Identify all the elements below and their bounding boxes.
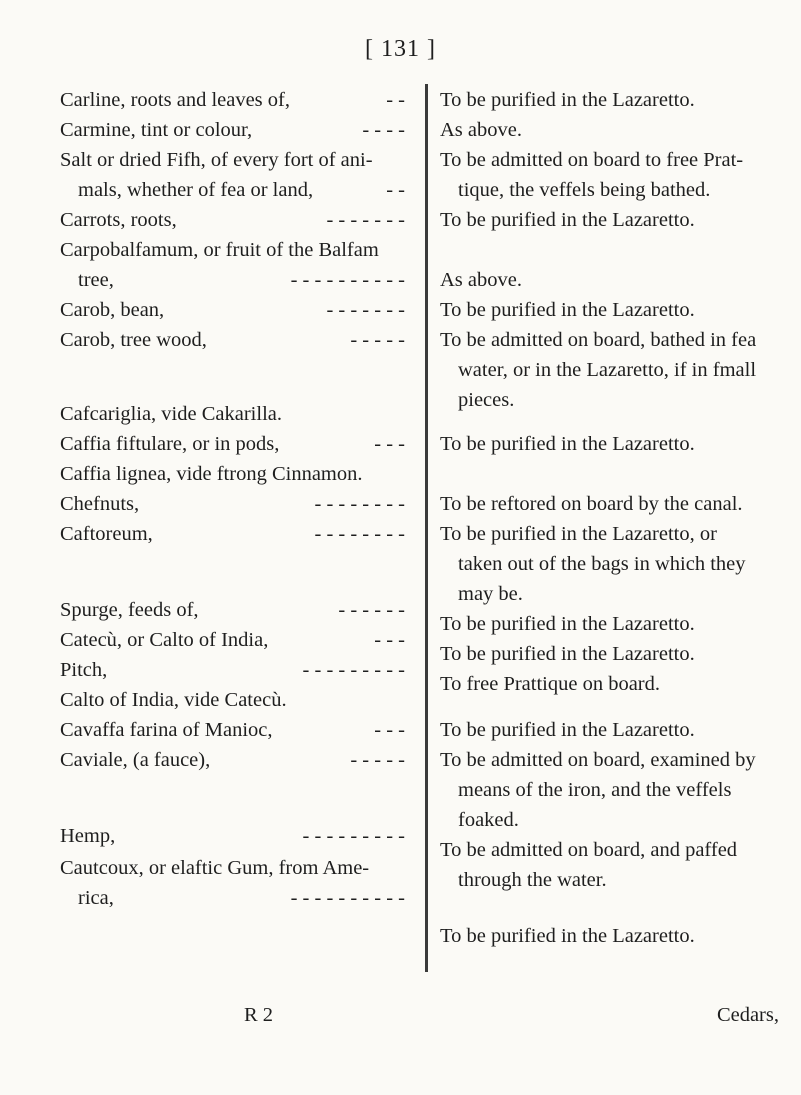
entry-text: Carrots, roots, [60,209,177,231]
leader-dashes: - - - [374,433,405,455]
leader-dashes: - - - - - - - - [314,493,405,515]
left-entry [60,116,405,145]
right-entry: foaked. [458,809,519,831]
entry-text: Hemp, [60,825,116,847]
right-entry: To be purified in the Lazaretto. [440,643,695,665]
left-entry [78,176,405,205]
left-entry [60,716,405,745]
leader-dashes: - - - - - - - - - - [290,269,405,291]
right-entry: To be purified in the Lazaretto. [440,299,695,321]
left-entry [60,520,405,549]
right-entry: may be. [458,583,523,605]
right-entry: water, or in the Lazaretto, if in fmall [458,359,757,381]
left-entry [60,596,405,625]
entry-text: Salt or dried Fifh, of every fort of ani- [60,149,373,171]
right-entry: To be admitted on board, examined by [440,749,756,771]
right-entry: To be purified in the Lazaretto. [440,433,695,455]
signature-mark: R 2 [244,1004,274,1026]
right-entry: To be admitted on board to free Prat- [440,149,744,171]
right-entry: As above. [440,119,522,141]
leader-dashes: - - - - - - - - - [302,825,405,847]
leader-dashes: - - - - - - [338,599,405,621]
leader-dashes: - - - - - [350,749,405,771]
entry-text: Spurge, feeds of, [60,599,199,621]
leader-dashes: - - - - - - - - - [302,659,405,681]
entry-text: Caviale, (a fauce), [60,749,211,771]
entry-text: Carpobalfamum, or fruit of the Balfam [60,239,379,261]
leader-dashes: - - - - [362,119,405,141]
left-entry [60,854,405,883]
entry-text: rica, [78,887,114,909]
right-entry: taken out of the bags in which they [458,553,746,575]
entry-text: Cavaffa farina of Manioc, [60,719,273,741]
entry-text: Carline, roots and leaves of, [60,89,290,111]
entry-text: Carob, tree wood, [60,329,207,351]
right-entry: To be purified in the Lazaretto. [440,613,695,635]
left-entry [60,460,405,489]
left-entry [60,296,405,325]
left-entry [60,686,405,715]
right-entry: To be purified in the Lazaretto, or [440,523,717,545]
right-entry: means of the iron, and the veffels [458,779,732,801]
left-entry [60,822,405,851]
right-entry: To be purified in the Lazaretto. [440,925,695,947]
left-entry [60,746,405,775]
left-entry [60,86,405,115]
leader-dashes: - - - [374,629,405,651]
right-entry: tique, the veffels being bathed. [458,179,711,201]
leader-dashes: - - - - - [350,329,405,351]
right-entry: To be purified in the Lazaretto. [440,209,695,231]
left-entry [78,884,405,913]
leader-dashes: - - [386,179,405,201]
leader-dashes: - - - [374,719,405,741]
entry-text: Caftoreum, [60,523,153,545]
right-entry: To be admitted on board, and paffed [440,839,738,861]
column-divider [425,84,428,972]
left-entry [60,400,405,429]
entry-text: Chefnuts, [60,493,140,515]
right-entry: To free Prattique on board. [440,673,661,695]
entry-text: Caffia lignea, vide ftrong Cinnamon. [60,463,363,485]
catchword: Cedars, [716,1004,779,1026]
entry-text: Catecù, or Calto of India, [60,629,269,651]
right-entry: To be reftored on board by the canal. [440,493,743,515]
right-entry: To be admitted on board, bathed in fea [440,329,757,351]
left-entry [60,206,405,235]
right-entry: As above. [440,269,522,291]
leader-dashes: - - - - - - - [326,299,405,321]
entry-text: Cautcoux, or elaftic Gum, from Ame- [60,857,370,879]
right-entry: pieces. [458,389,515,411]
right-entry: To be purified in the Lazaretto. [440,719,695,741]
page-number-header: [ 131 ] [365,36,436,62]
leader-dashes: - - [386,89,405,111]
entry-text: Calto of India, vide Catecù. [60,689,287,711]
right-entry: through the water. [458,869,607,891]
left-entry [60,146,405,175]
left-entry [60,656,405,685]
entry-text: tree, [78,269,114,291]
left-entry [60,430,405,459]
entry-text: Caffia fiftulare, or in pods, [60,433,280,455]
left-entry [78,266,405,295]
entry-text: Pitch, [60,659,108,681]
entry-text: Cafcariglia, vide Cakarilla. [60,403,282,425]
left-entry [60,626,405,655]
leader-dashes: - - - - - - - [326,209,405,231]
left-entry [60,326,405,355]
leader-dashes: - - - - - - - - [314,523,405,545]
entry-text: Carob, bean, [60,299,165,321]
entry-text: Carmine, tint or colour, [60,119,253,141]
left-entry [60,236,405,265]
right-entry: To be purified in the Lazaretto. [440,89,695,111]
entry-text: mals, whether of fea or land, [78,179,314,201]
left-entry [60,490,405,519]
leader-dashes: - - - - - - - - - - [290,887,405,909]
